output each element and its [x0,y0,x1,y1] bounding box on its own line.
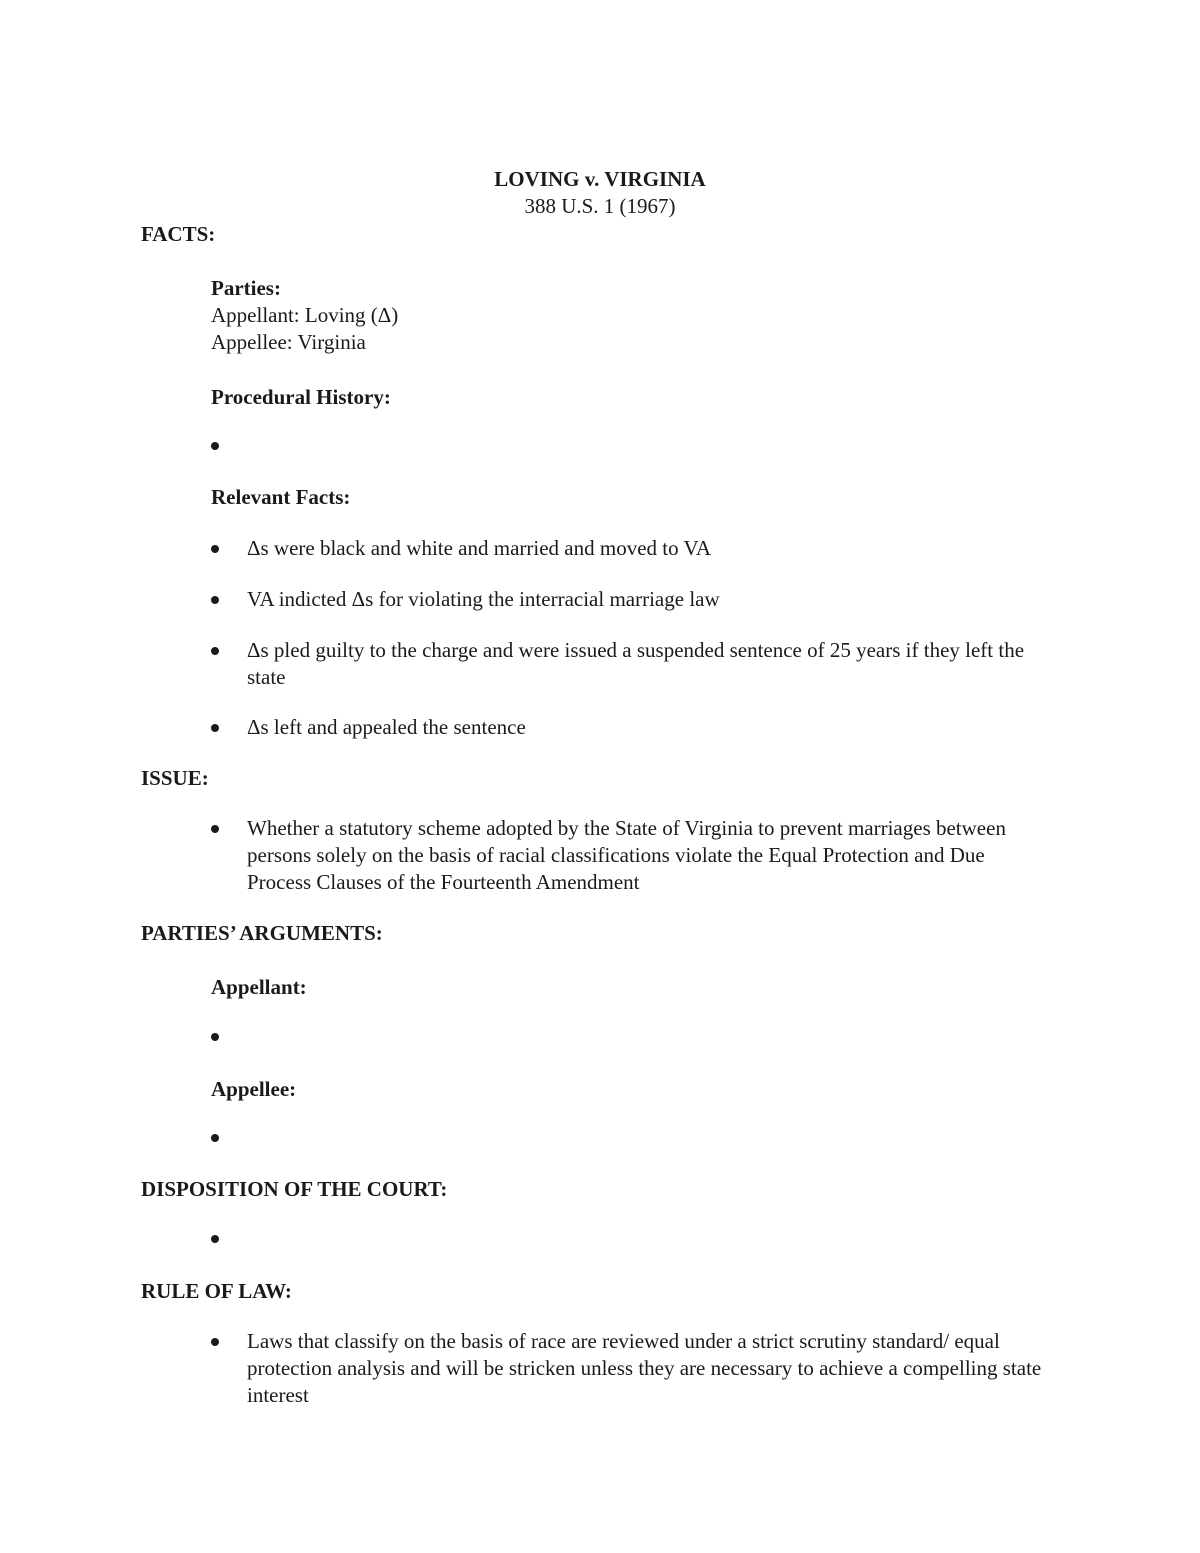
list-item [211,586,1061,613]
bullet-icon [211,586,221,613]
relevant-fact-item: Δs were black and white and married and moved to VA [247,536,712,560]
relevant-fact-item: Δs pled guilty to the charge and were issued a suspended sentence of 25 years if they left the state [247,638,1025,689]
disposition-heading: DISPOSITION OF THE COURT: [141,1177,448,1201]
procedural-history-heading: Procedural History: [211,385,391,409]
issue-heading: ISSUE: [141,766,209,790]
arguments-heading: PARTIES’ ARGUMENTS: [141,921,383,945]
appellant-arguments-heading: Appellant: [211,975,307,999]
facts-heading: FACTS: [141,222,216,246]
list-item [211,714,1061,741]
parties-heading: Parties: [211,276,281,300]
relevant-fact-item: VA indicted Δs for violating the interracial marriage law [247,587,720,611]
appellant-line: Appellant: Loving (Δ) [211,303,399,327]
bullet-icon [211,1328,221,1355]
rule-of-law-item: Laws that classify on the basis of race are reviewed under a strict scrutiny standard/ equal protection analysis and will be stricken unless they are necessary to achieve a compelling state interest [247,1329,1042,1407]
list-item [211,1328,1061,1409]
rule-of-law-heading: RULE OF LAW: [141,1279,292,1303]
relevant-fact-item: Δs left and appealed the sentence [247,715,526,739]
bullet-icon [211,535,221,562]
case-title: LOVING v. VIRGINIA [494,167,706,191]
appellee-line: Appellee: Virginia [211,330,366,354]
relevant-facts-heading: Relevant Facts: [211,485,351,509]
list-item [211,815,1061,896]
bullet-icon [211,714,221,741]
case-header [0,166,1200,220]
bullet-icon [211,637,221,664]
bullet-icon [211,815,221,842]
list-item [211,535,1061,562]
bullet-icon [211,1023,221,1050]
bullet-icon [211,1225,221,1252]
bullet-icon [211,432,221,459]
list-item [211,637,1061,691]
case-citation: 388 U.S. 1 (1967) [524,194,676,218]
appellee-arguments-heading: Appellee: [211,1077,297,1101]
bullet-icon [211,1124,221,1151]
issue-item: Whether a statutory scheme adopted by the State of Virginia to prevent marriages between persons solely on the basis of racial classifications violate the Equal Protection and Due Process Clauses of the Fourteenth Amendment [247,816,1006,894]
